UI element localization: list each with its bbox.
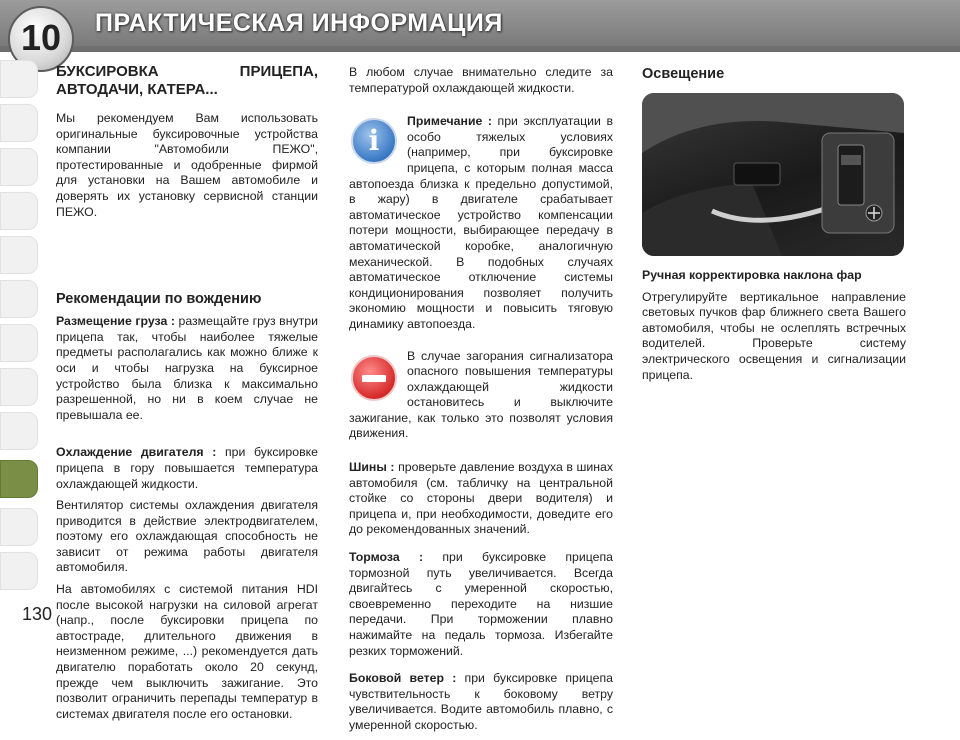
tires-paragraph bbox=[349, 460, 613, 538]
cooling-label: Охлаждение двигателя : bbox=[56, 445, 217, 460]
page-header bbox=[0, 0, 960, 52]
column-driving bbox=[349, 65, 613, 740]
hdi-paragraph: На автомобилях с системой питания HDI после высокой нагрузки на силовой агрегат (напр., после буксировки прицепа по автостраде, длительного движения в неизменном режиме, ...) рекомендуется дать двигателю поработать около 20 секунд, прежде чем выключить зажигание. Это позволит ограничить перепады температур в системах двигателя после его остановки. bbox=[56, 582, 318, 721]
headlamp-adjust-photo bbox=[642, 93, 904, 256]
chapter-number-badge: 10 bbox=[8, 6, 74, 72]
towing-intro: Мы рекомендуем Вам использовать оригинальные буксировочные устройства компании "Автомобили ПЕЖО", протестированные и одобренные фирмой для установки на Вашем автомобиле и доверять их установку сервисной станции ПЕЖО. bbox=[56, 111, 318, 219]
brakes-label: Тормоза : bbox=[349, 550, 424, 565]
page-number: 130 bbox=[22, 604, 53, 624]
cargo-paragraph bbox=[56, 314, 318, 423]
warning-text: В случае загорания сигнализатора опасного повышения температуры охлаждающей жидкости остановитесь и выключите зажигание, как только это позволят условия движения. bbox=[349, 348, 613, 441]
fan-paragraph: Вентилятор системы охлаждения двигателя приводится в действие электродвигателем, поэтому его охлаждающая способность не зависит от режима работы двигателя автомобиля. bbox=[56, 498, 318, 575]
chapter-tab-8[interactable] bbox=[0, 368, 38, 406]
brakes-paragraph bbox=[349, 550, 613, 659]
lighting-text: Отрегулируйте вертикальное направление световых пучков фар ближнего света Вашего автомобиля, чтобы не ослеплять встречных водителей. Проверьте систему электрического освещения и сигнализации прицепа. bbox=[642, 289, 906, 382]
watch-temperature-text: В любом случае внимательно следите за температурой охлаждающей жидкости. bbox=[349, 65, 613, 95]
wind-label: Боковой ветер : bbox=[349, 671, 457, 686]
note-text: при эксплуатации в особо тяжелых условиях (например, при буксировке прицепа, с которым полная масса автопоезда близка к предельно допустимой, в жару) в двигателе срабатывает автоматическое устройство компенсации потери мощности, выбирающее передачу в автоматической коробке, аналогичную механической. В подобных случаях автоматическое отключение системы кондиционирования позволяет получить экономию мощности и повысить тяговую динамику автопоезда. bbox=[349, 114, 613, 331]
cooling-paragraph bbox=[56, 445, 318, 492]
chapter-tab-12[interactable] bbox=[0, 552, 38, 590]
photo-caption: Ручная корректировка наклона фар bbox=[642, 268, 862, 282]
wind-paragraph bbox=[349, 671, 613, 733]
column-towing bbox=[56, 63, 318, 728]
chapter-tab-11[interactable] bbox=[0, 508, 38, 546]
cargo-text: размещайте груз внутри прицепа так, чтобы наиболее тяжелые предметы располагались как можно ближе к оси и чтобы нагрузка на буксирное устройство была близка к максимально разрешенной, но ни в коем случае не превышала ее. bbox=[56, 314, 318, 422]
chapter-tab-3[interactable] bbox=[0, 148, 38, 186]
chapter-tab-1[interactable] bbox=[0, 60, 38, 98]
lighting-title: Освещение bbox=[642, 66, 725, 82]
chapter-tab-5[interactable] bbox=[0, 236, 38, 274]
note-label: Примечание : bbox=[407, 114, 492, 129]
temperature-warning-icon bbox=[351, 355, 397, 401]
section-title-towing: БУКСИРОВКА ПРИЦЕПА, АВТОДАЧИ, КАТЕРА... bbox=[56, 63, 318, 98]
chapter-tab-9[interactable] bbox=[0, 412, 38, 450]
tires-label: Шины : bbox=[349, 460, 395, 475]
dashboard-illustration bbox=[642, 93, 904, 256]
chapter-tab-10[interactable] bbox=[0, 460, 38, 498]
chapter-tab-7[interactable] bbox=[0, 324, 38, 362]
column-lighting bbox=[642, 65, 906, 389]
chapter-tab-6[interactable] bbox=[0, 280, 38, 318]
chapter-tabs bbox=[0, 60, 40, 620]
note-block bbox=[349, 114, 613, 332]
wind-text: при буксировке прицепа чувствительность к боковому ветру увеличивается. Водите автомобиль плавно, с умеренной скоростью. bbox=[349, 671, 614, 732]
cargo-label: Размещение груза : bbox=[56, 314, 175, 329]
page-title: ПРАКТИЧЕСКАЯ ИНФОРМАЦИЯ bbox=[95, 9, 503, 37]
chapter-tab-4[interactable] bbox=[0, 192, 38, 230]
tires-text: проверьте давление воздуха в шинах автомобиля (см. табличку на центральной стойке со стороны двери водителя) и прицепа и, при необходимости, доведите его до рекомендованных значений. bbox=[349, 460, 613, 537]
driving-title: Рекомендации по вождению bbox=[56, 291, 262, 308]
info-icon: i bbox=[351, 118, 397, 164]
chapter-tab-2[interactable] bbox=[0, 104, 38, 142]
cooling-text: при буксировке прицепа в гору повышается температура охлаждающей жидкости. bbox=[56, 445, 318, 491]
warning-block bbox=[349, 349, 613, 443]
brakes-text: при буксировке прицепа тормозной путь увеличивается. Всегда двигайтесь с умеренной скоростью, своевременно переходите на низшие передачи. При торможении плавно нажимайте на педаль тормоза. Избегайте резких торможений. bbox=[349, 550, 613, 658]
